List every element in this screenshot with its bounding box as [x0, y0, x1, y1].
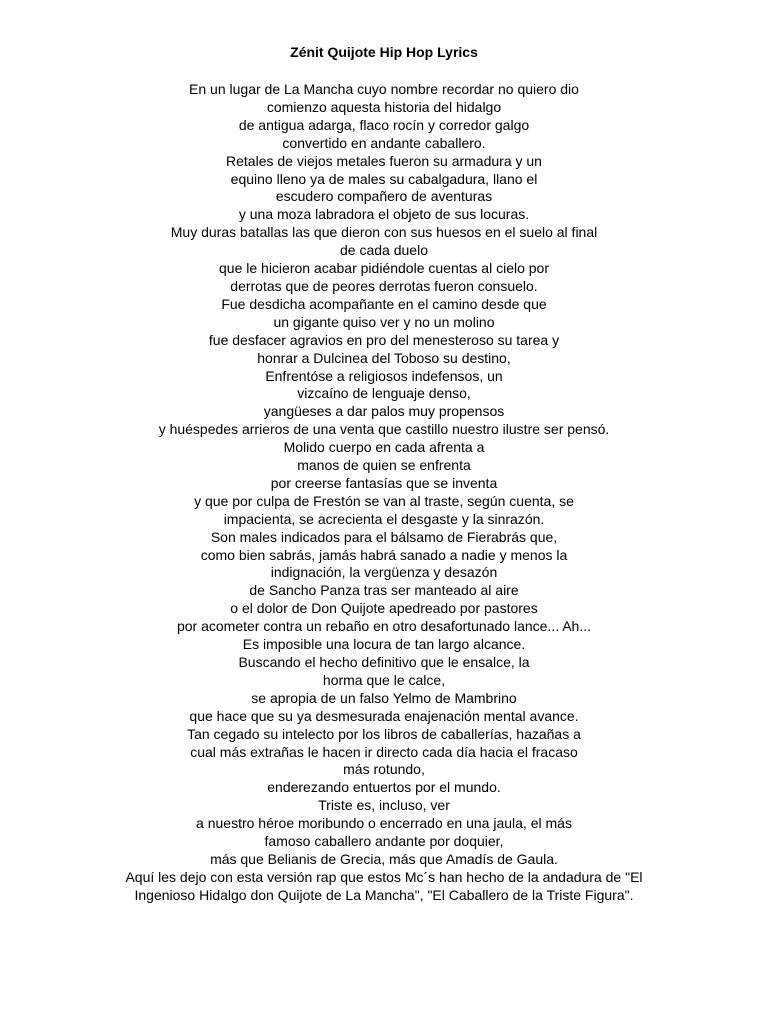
lyric-line: más rotundo, — [343, 761, 425, 778]
lyric-line: Tan cegado su intelecto por los libros de caballerías, hazañas a — [187, 725, 581, 742]
lyric-line: por acometer contra un rebaño en otro desafortunado lance... Ah... — [176, 618, 592, 635]
lyric-line: o el dolor de Don Quijote apedreado por pastores — [230, 600, 538, 617]
lyric-line: que hace que su ya desmesurada enajenación mental avance. — [189, 707, 579, 724]
lyric-line: honrar a Dulcinea del Toboso su destino, — [257, 349, 511, 366]
lyric-line: enderezando entuertos por el mundo. — [267, 779, 501, 796]
lyric-line: horma que le calce, — [322, 671, 446, 688]
lyric-line: más que Belianis de Grecia, más que Amadís de Gaula. — [210, 850, 558, 867]
lyric-line: famoso caballero andante por doquier, — [264, 833, 504, 850]
lyric-line: Es imposible una locura de tan largo alcance. — [242, 636, 526, 653]
lyric-line: yangüeses a dar palos muy propensos — [263, 403, 505, 420]
lyric-line: derrotas que de peores derrotas fueron consuelo. — [230, 277, 538, 294]
lyric-line: y una moza labradora el objeto de sus locuras. — [238, 206, 530, 223]
lyric-line: de antigua adarga, flaco rocín y corredor galgo — [238, 116, 530, 133]
lyric-line: de Sancho Panza tras ser manteado al aire — [249, 582, 519, 599]
lyric-line: de cada duelo — [340, 242, 428, 259]
lyric-line: se apropia de un falso Yelmo de Mambrino — [251, 689, 517, 706]
lyric-line: manos de quien se enfrenta — [297, 457, 471, 474]
lyric-line: Buscando el hecho definitivo que le ensalce, la — [238, 654, 530, 670]
lyric-line: y que por culpa de Frestón se van al traste, según cuenta, se — [194, 492, 574, 509]
lyric-line: y huéspedes arrieros de una venta que castillo nuestro ilustre ser pensó. — [158, 421, 610, 438]
lyric-line: Fue desdicha acompañante en el camino desde que — [221, 295, 547, 312]
lyric-line: comienzo aquesta historia del hidalgo — [266, 98, 502, 115]
lyric-line: vizcaíno de lenguaje denso, — [297, 385, 471, 402]
lyric-line: a nuestro héroe moribundo o encerrado en una jaula, el más — [196, 815, 572, 832]
document-title: Zénit Quijote Hip Hop Lyrics — [290, 44, 478, 60]
lyric-line: fue desfacer agravios en pro del menesteroso su tarea y — [208, 331, 560, 348]
lyric-line: por creerse fantasías que se inventa — [270, 474, 498, 491]
lyric-line: Triste es, incluso, ver — [318, 797, 450, 814]
lyrics-body — [0, 81, 768, 905]
lyric-line: Ingenioso Hidalgo don Quijote de La Mancha", "El Caballero de la Triste Figura". — [134, 886, 634, 903]
lyric-line: un gigante quiso ver y no un molino — [273, 313, 495, 330]
lyric-line: Molido cuerpo en cada afrenta a — [283, 439, 485, 456]
lyric-line: Aquí les dejo con esta versión rap que estos Mc´s han hecho de la andadura de "El — [125, 868, 643, 885]
lyric-line: como bien sabrás, jamás habrá sanado a nadie y menos la — [200, 546, 568, 563]
lyric-line: convertido en andante caballero. — [282, 134, 486, 151]
lyric-line: que le hicieron acabar pidiéndole cuentas al cielo por — [219, 260, 549, 277]
lyric-line: En un lugar de La Mancha cuyo nombre recordar no quiero dio — [189, 81, 579, 97]
lyric-line: indignación, la vergüenza y desazón — [270, 564, 498, 581]
lyric-line: Muy duras batallas las que dieron con sus huesos en el suelo al final — [170, 224, 598, 241]
lyric-line: cual más extrañas le hacen ir directo cada día hacia el fracaso — [190, 743, 578, 760]
lyric-line: equino lleno ya de males su cabalgadura, llano el — [230, 170, 538, 187]
lyric-line: escudero compañero de aventuras — [275, 188, 493, 205]
lyric-line: Son males indicados para el bálsamo de Fierabrás que, — [210, 528, 558, 545]
lyric-line: impacienta, se acrecienta el desgaste y la sinrazón. — [223, 510, 545, 527]
lyric-line: Retales de viejos metales fueron su armadura y un — [226, 152, 542, 169]
lyric-line: Enfrentóse a religiosos indefensos, un — [265, 367, 503, 384]
